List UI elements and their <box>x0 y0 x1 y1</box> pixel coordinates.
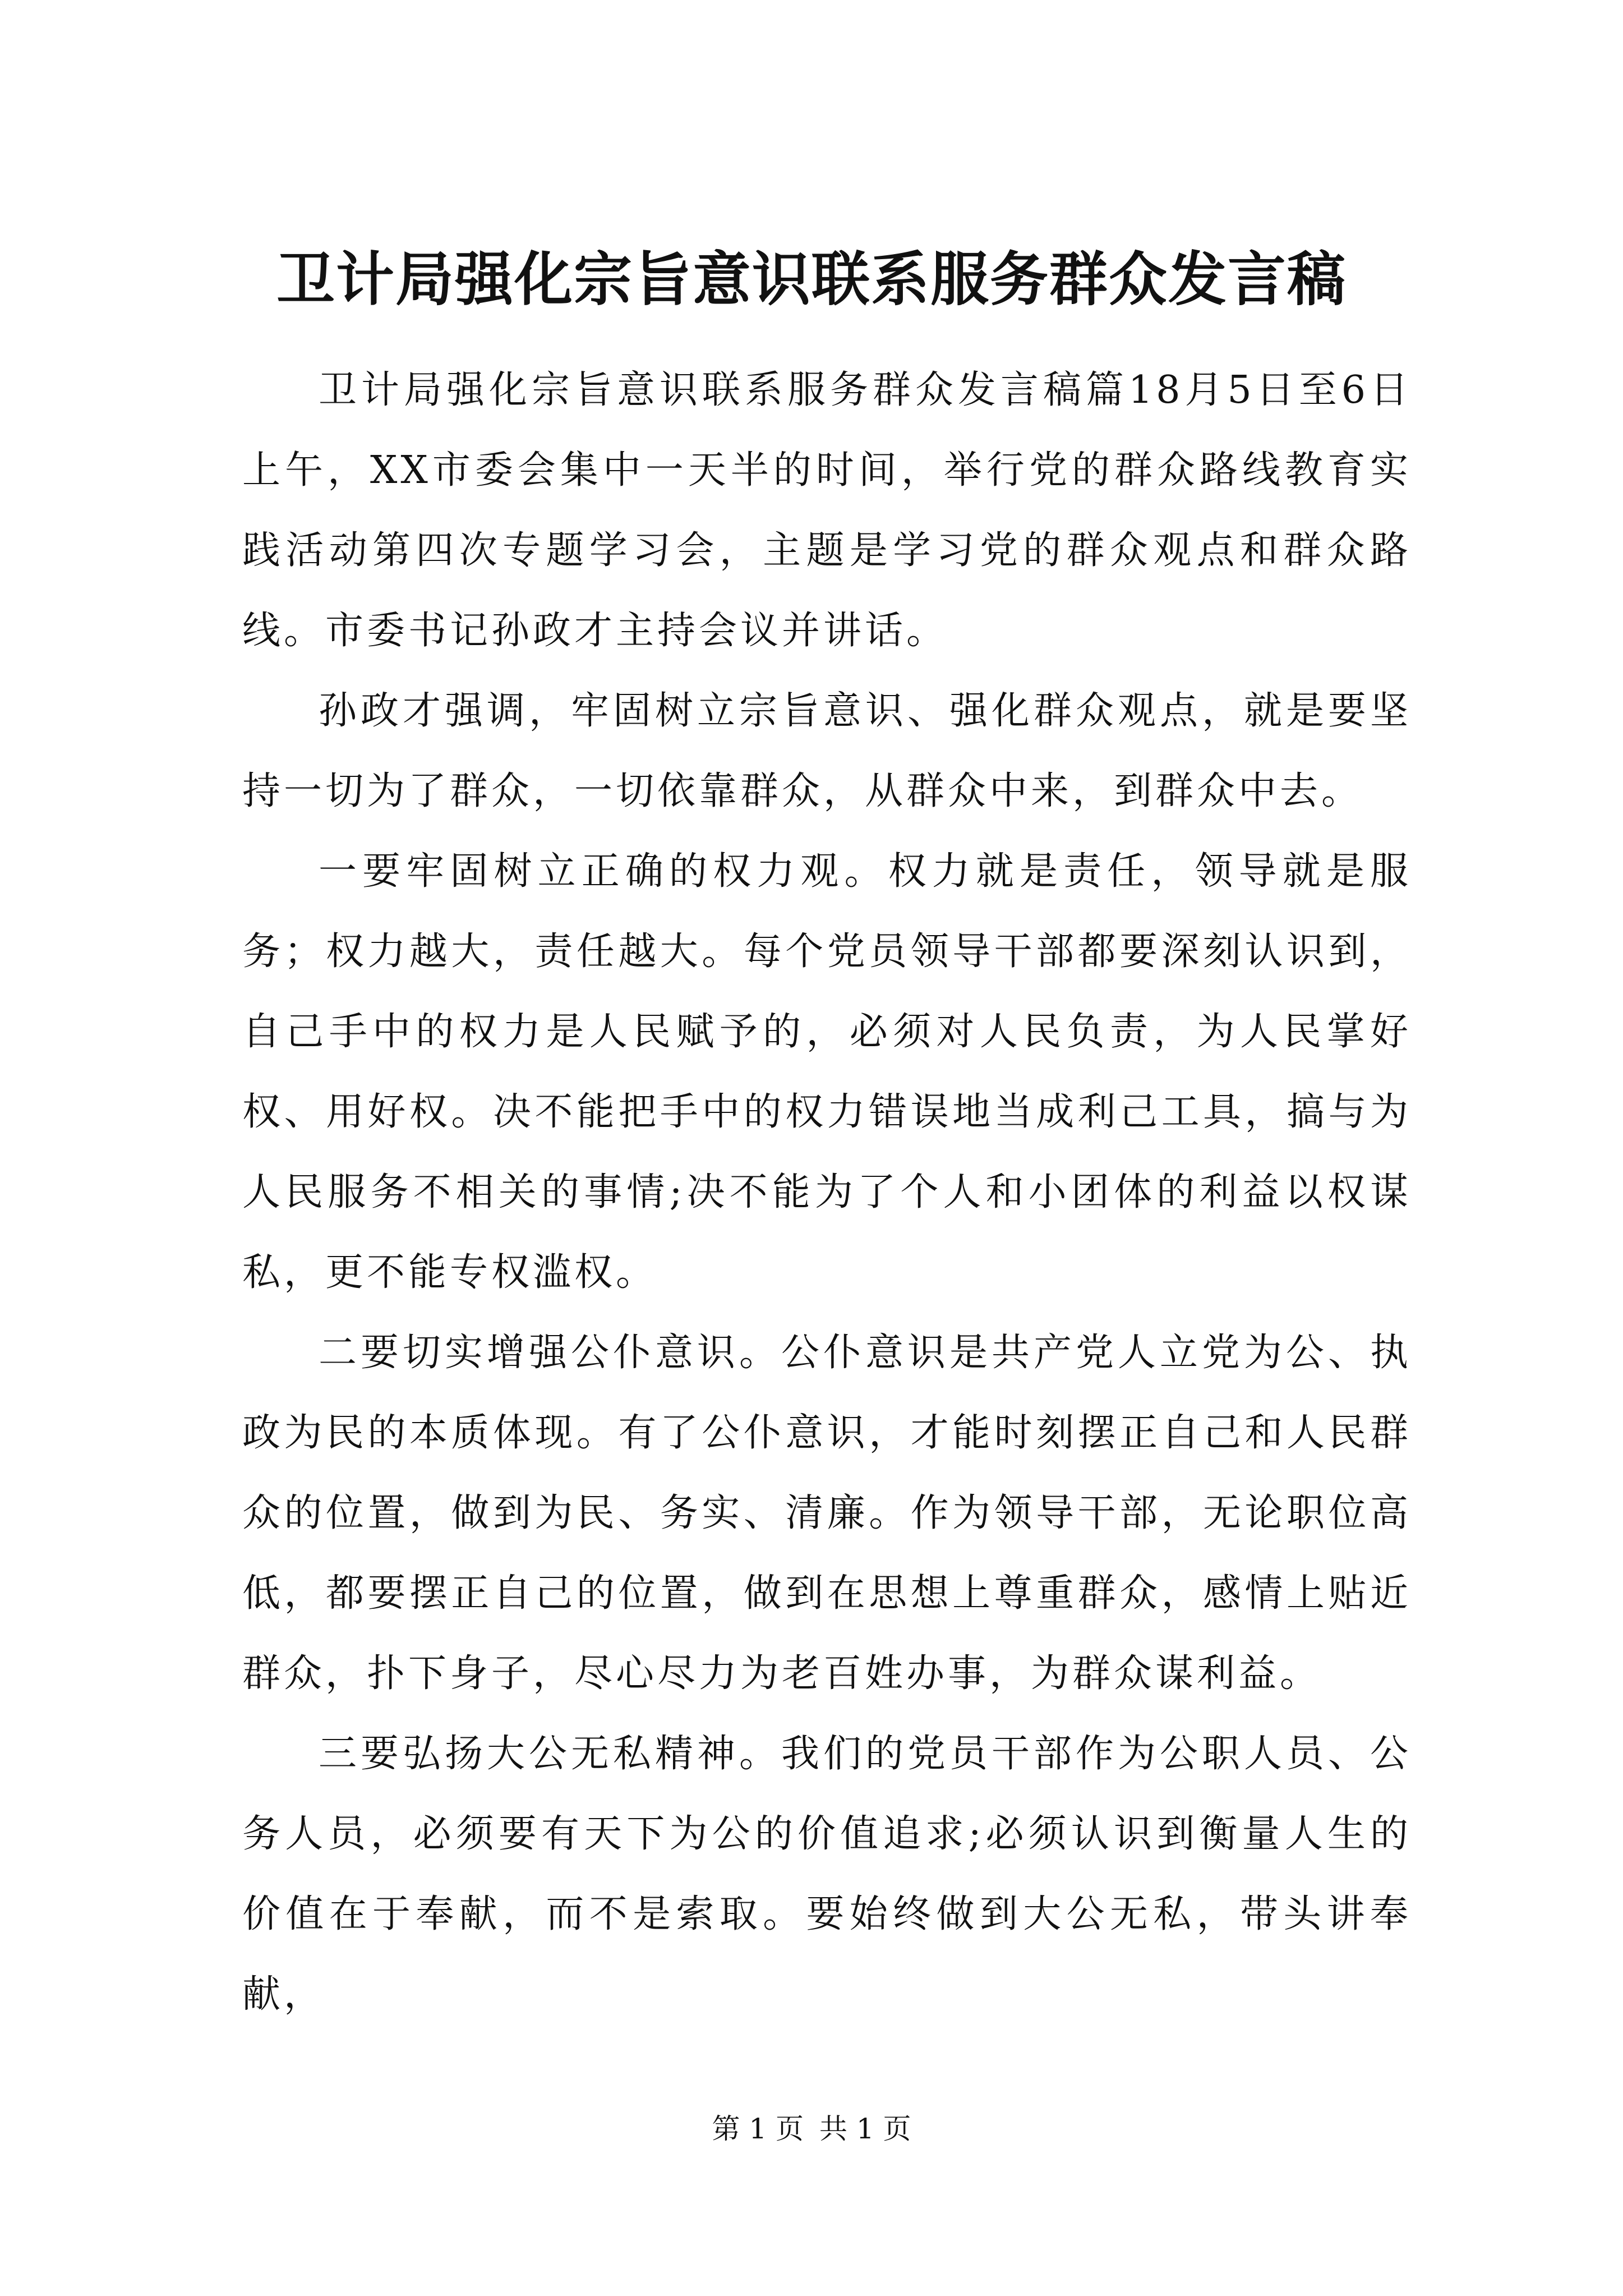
paragraph-3: 一要牢固树立正确的权力观。权力就是责任，领导就是服务；权力越大，责任越大。每个党员领导干部都要深刻认识到，自己手中的权力是人民赋予的，必须对人民负责，为人民掌好权、用好权。决不能把手中的权力错误地当成利己工具，搞与为人民服务不相关的事情;决不能为了个人和小团体的利益以权谋私，更不能专权滥权。 <box>242 849 1412 1295</box>
document-body <box>242 350 1412 2035</box>
page-number: 第 1 页 <box>712 2113 804 2145</box>
page-footer <box>0 2109 1623 2148</box>
document-title: 卫计局强化宗旨意识联系服务群众发言稿 <box>276 245 1347 314</box>
page-total: 共 1 页 <box>819 2113 911 2145</box>
paragraph-2: 孙政才强调，牢固树立宗旨意识、强化群众观点，就是要坚持一切为了群众，一切依靠群众，从群众中来，到群众中去。 <box>242 689 1412 813</box>
paragraph-5: 三要弘扬大公无私精神。我们的党员干部作为公职人员、公务人员，必须要有天下为公的价值追求;必须认识到衡量人生的价值在于奉献，而不是索取。要始终做到大公无私，带头讲奉献， <box>242 1732 1412 2017</box>
paragraph-4: 二要切实增强公仆意识。公仆意识是共产党人立党为公、执政为民的本质体现。有了公仆意识，才能时刻摆正自己和人民群众的位置，做到为民、务实、清廉。作为领导干部，无论职位高低，都要摆正自己的位置，做到在思想上尊重群众，感情上贴近群众，扑下身子，尽心尽力为老百姓办事，为群众谋利益。 <box>242 1331 1412 1696</box>
paragraph-1: 卫计局强化宗旨意识联系服务群众发言稿篇18月5日至6日上午，XX市委会集中一天半的时间，举行党的群众路线教育实践活动第四次专题学习会，主题是学习党的群众观点和群众路线。市委书记孙政才主持会议并讲话。 <box>242 368 1412 653</box>
